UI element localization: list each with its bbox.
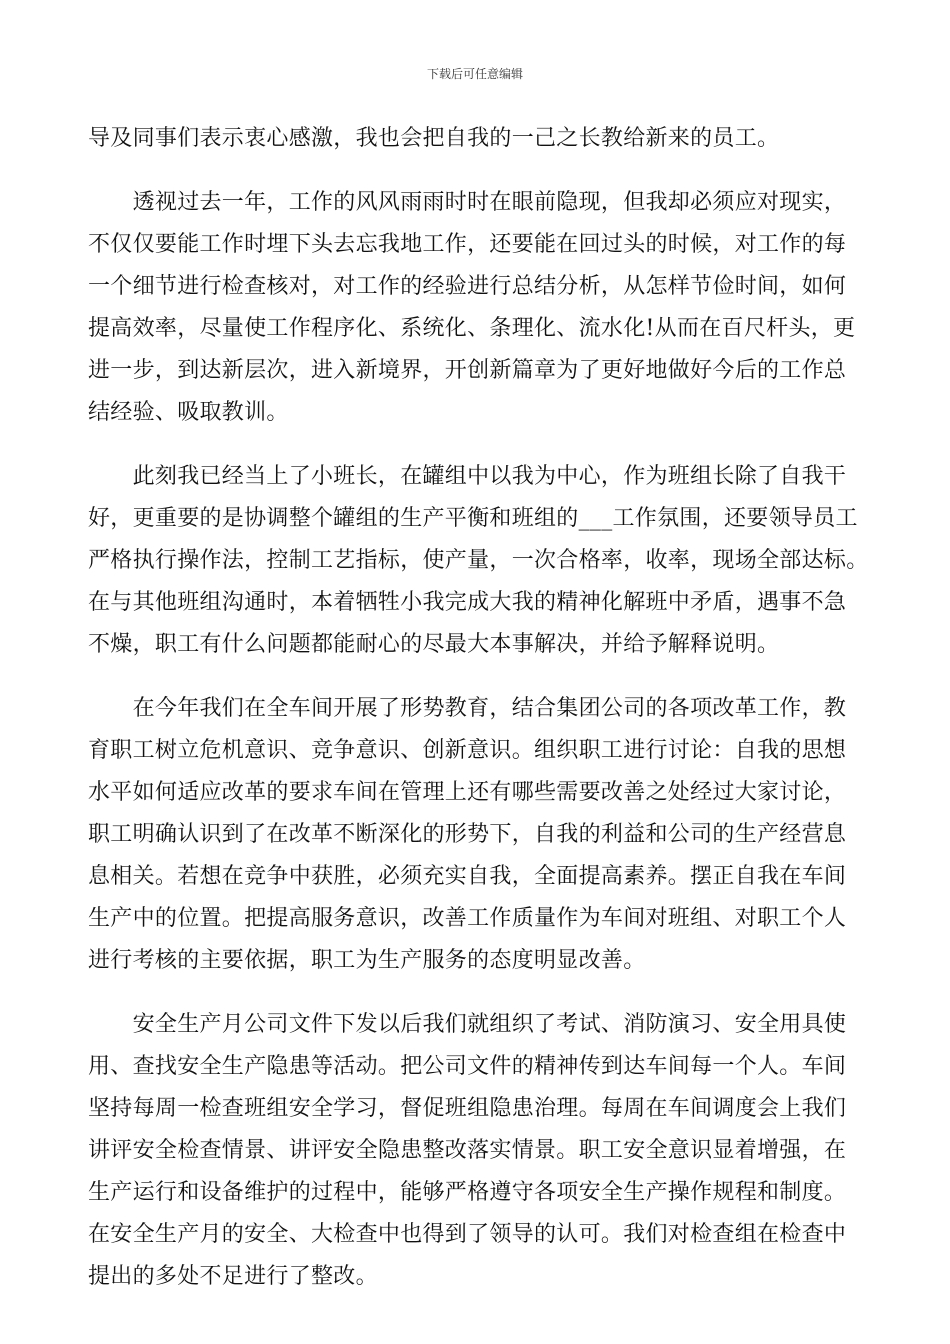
text-line: 安全生产月公司文件下发以后我们就组织了考试、消防演习、安全用具使 xyxy=(88,1012,847,1037)
page-header: 下载后可任意编辑 xyxy=(426,67,523,81)
text-line: 不燥，职工有什么问题都能耐心的尽最大本事解决，并给予解释说明。 xyxy=(88,632,780,657)
text-line: 进行考核的主要依据，职工为生产服务的态度明显改善。 xyxy=(88,948,646,973)
text-line: 透视过去一年，工作的风风雨雨时时在眼前隐现，但我却必须应对现实， xyxy=(88,190,847,215)
text-line: 进一步，到达新层次，进入新境界，开创新篇章为了更好地做好今后的工作总 xyxy=(88,358,847,383)
paragraph-5 xyxy=(88,1004,863,1298)
text-line: 职工明确认识到了在改革不断深化的形势下，自我的利益和公司的生产经营息 xyxy=(88,822,847,847)
text-line: 在与其他班组沟通时，本着牺牲小我完成大我的精神化解班中矛盾，遇事不急 xyxy=(88,590,847,615)
text-line: 坚持每周一检查班组安全学习，督促班组隐患治理。每周在车间调度会上我们 xyxy=(88,1096,847,1121)
paragraph-2 xyxy=(88,182,863,434)
document-body xyxy=(88,118,869,1298)
paragraph-gap xyxy=(88,160,863,182)
text-line: 导及同事们表示衷心感激，我也会把自我的一己之长教给新来的员工。 xyxy=(88,126,780,151)
text-line: 提出的多处不足进行了整改。 xyxy=(88,1264,378,1289)
text-line: 结经验、吸取教训。 xyxy=(88,400,289,425)
text-line: 一个细节进行检查核对，对工作的经验进行总结分析，从怎样节俭时间，如何 xyxy=(88,274,847,299)
text-line: 不仅仅要能工作时埋下头去忘我地工作，还要能在回过头的时候，对工作的每 xyxy=(88,232,847,257)
text-line: 在安全生产月的安全、大检查中也得到了领导的认可。我们对检查组在检查中 xyxy=(88,1222,847,1247)
paragraph-3 xyxy=(88,456,869,666)
text-line: 好，更重要的是协调整个罐组的生产平衡和班组的___工作氛围，还要领导员工 xyxy=(88,506,858,531)
text-line: 生产运行和设备维护的过程中，能够严格遵守各项安全生产操作规程和制度。 xyxy=(88,1180,847,1205)
text-line: 用、查找安全生产隐患等活动。把公司文件的精神传到达车间每一个人。车间 xyxy=(88,1054,847,1079)
text-line: 提高效率，尽量使工作程序化、系统化、条理化、流水化!从而在百尺杆头，更 xyxy=(88,316,856,341)
text-line: 生产中的位置。把提高服务意识，改善工作质量作为车间对班组、对职工个人 xyxy=(88,906,847,931)
text-line: 水平如何适应改革的要求车间在管理上还有哪些需要改善之处经过大家讨论， xyxy=(88,780,847,805)
paragraph-gap xyxy=(88,982,863,1004)
text-line: 此刻我已经当上了小班长，在罐组中以我为中心，作为班组长除了自我干 xyxy=(88,464,847,489)
text-line: 息相关。若想在竞争中获胜，必须充实自我，全面提高素养。摆正自我在车间 xyxy=(88,864,847,889)
text-line: 讲评安全检查情景、讲评安全隐患整改落实情景。职工安全意识显着增强，在 xyxy=(88,1138,847,1163)
paragraph-gap xyxy=(88,666,863,688)
paragraph-gap xyxy=(88,434,863,456)
text-line: 在今年我们在全车间开展了形势教育，结合集团公司的各项改革工作，教 xyxy=(88,696,847,721)
text-line: 严格执行操作法，控制工艺指标，使产量，一次合格率，收率，现场全部达标。 xyxy=(88,548,869,573)
text-line: 育职工树立危机意识、竞争意识、创新意识。组织职工进行讨论：自我的思想 xyxy=(88,738,847,763)
paragraph-4 xyxy=(88,688,863,982)
paragraph-1 xyxy=(88,118,863,160)
